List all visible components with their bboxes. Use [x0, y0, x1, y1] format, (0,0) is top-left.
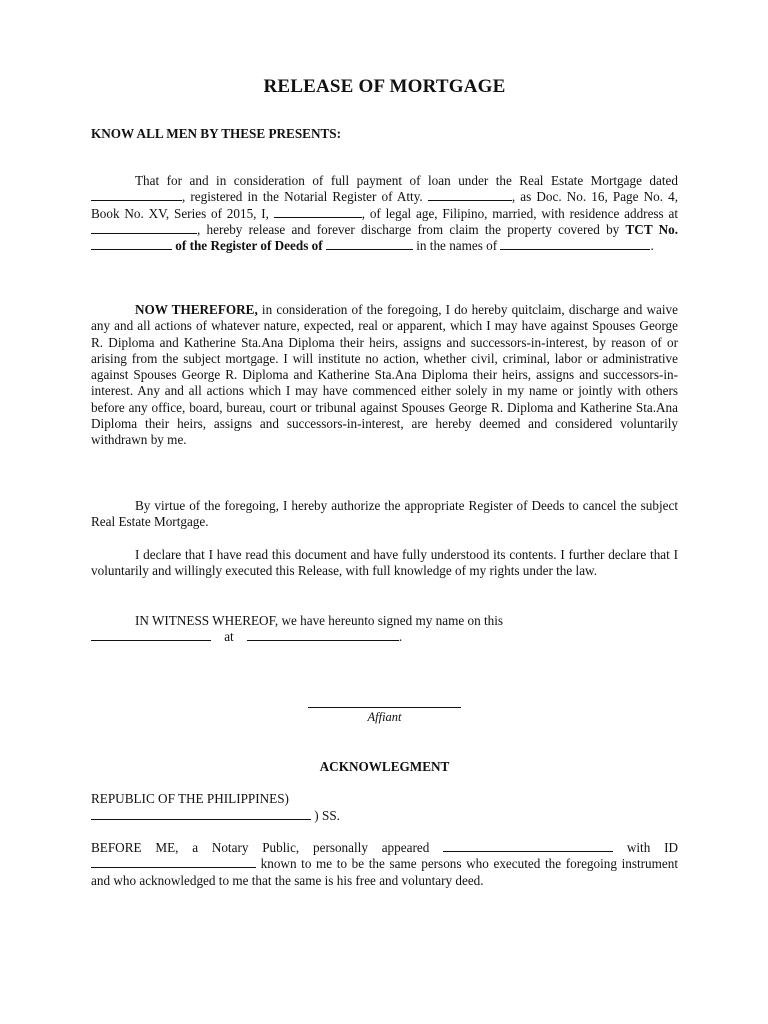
- owner-names-blank[interactable]: [500, 238, 650, 250]
- before-text-a: BEFORE ME, a Notary Public, personally appeared: [91, 840, 430, 855]
- residence-address-blank[interactable]: [91, 222, 197, 234]
- p1-text-e: , hereby release and forever discharge from claim the property covered by: [197, 221, 620, 237]
- affiant-label: Affiant: [367, 710, 402, 724]
- p1-text-b: , registered in the Notarial Register of Atty.: [182, 189, 423, 205]
- witness-line-end: .: [398, 629, 403, 644]
- tct-label: TCT No.: [625, 221, 679, 237]
- paragraph-before-me: [91, 840, 678, 889]
- republic-line: REPUBLIC OF THE PHILIPPINES): [91, 791, 289, 806]
- tct-number-blank[interactable]: [91, 238, 172, 250]
- now-therefore-lead: NOW THEREFORE,: [135, 302, 258, 317]
- witness-place-blank[interactable]: [247, 629, 399, 641]
- witness-date-line: [91, 629, 678, 645]
- id-number-blank[interactable]: [91, 856, 256, 868]
- paragraph-declaration: I declare that I have read this document and have fully understood its contents. I further declare that I voluntarily and willingly executed this Release, with full knowledge of my rights under the law.: [91, 547, 678, 579]
- p1-text-a: That for and in consideration of full payment of loan under the Real Estate Mortgage dated: [135, 173, 678, 188]
- at-label: at: [224, 629, 234, 644]
- before-text-c: known to me to be the same persons who executed the foregoing instrument and who acknowledged to me that the same is his free and voluntary deed.: [91, 856, 679, 888]
- witness-date-blank[interactable]: [91, 629, 211, 641]
- acknowledgment-title: ACKNOWLEGMENT: [319, 759, 450, 774]
- paragraph-authorize: By virtue of the foregoing, I hereby authorize the appropriate Register of Deeds to cancel the subject Real Estate Mortgage.: [91, 498, 678, 530]
- preamble-heading: KNOW ALL MEN BY THESE PRESENTS:: [91, 126, 342, 141]
- paragraph-release: [91, 173, 678, 254]
- p1-text-f: in the names of: [416, 238, 498, 254]
- p2-body: in consideration of the foregoing, I do hereby quitclaim, discharge and waive any and all actions of whatever nature, expected, real or apparent, which I may have against Spouses George R. Diploma and Katherine Sta.Ana Diploma their heirs, assigns and successors-in-interest, by reason of or arising from the subject mortgage. I will institute no action, whether civil, criminal, labor or administrative against Spouses George R. Diploma and Katherine Sta.Ana Diploma their heirs, assigns and successors-in-interest. Any and all actions which I may have commenced either solely in my name or jointly with others before any office, board, bureau, court or tribunal against Spouses George R. Diploma and Katherine Sta.Ana Diploma their heirs, assigns and successors-in-interest, are hereby deemed and considered voluntarily withdrawn by me.: [91, 302, 678, 448]
- mortgage-date-blank[interactable]: [91, 189, 182, 201]
- releasor-name-blank[interactable]: [274, 206, 362, 218]
- register-location-blank[interactable]: [326, 238, 413, 250]
- appearing-person-blank[interactable]: [443, 840, 613, 852]
- document-title: RELEASE OF MORTGAGE: [263, 76, 506, 97]
- ss-line: [91, 808, 340, 824]
- attorney-name-blank[interactable]: [428, 189, 512, 201]
- before-text-b: with ID: [626, 840, 678, 855]
- ss-label: ) SS.: [314, 808, 340, 823]
- venue-blank[interactable]: [91, 808, 311, 820]
- paragraph-witness: IN WITNESS WHEREOF, we have hereunto signed my name on this: [135, 613, 504, 628]
- p1-text-c: , as Doc. No. 16, Page No. 4, Book No. XV, Series of 2015, I,: [91, 189, 679, 221]
- paragraph-now-therefore: [91, 302, 678, 449]
- affiant-signature-line[interactable]: [308, 707, 461, 725]
- p1-text-d: , of legal age, Filipino, married, with residence address at: [361, 205, 678, 221]
- register-of-deeds-label: of the Register of Deeds of: [175, 238, 323, 254]
- p1-text-g: .: [650, 238, 654, 254]
